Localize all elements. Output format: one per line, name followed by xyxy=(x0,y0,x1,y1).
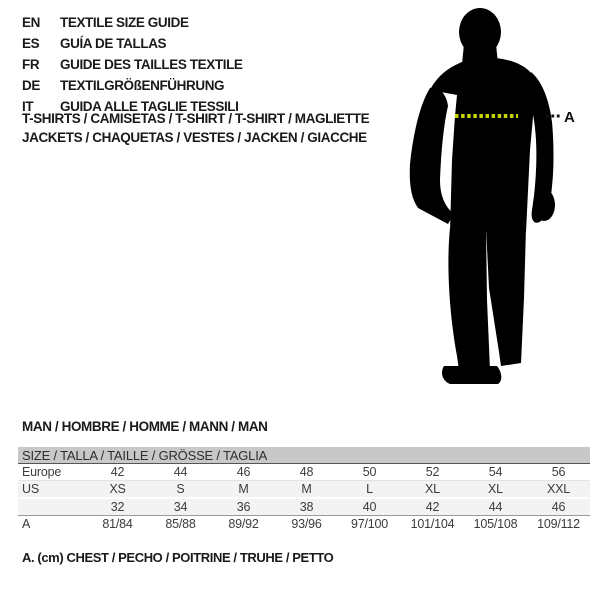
table-cell: 32 xyxy=(86,498,149,516)
table-header-cell: SIZE / TALLA / TAILLE / GRÖSSE / TAGLIA xyxy=(18,447,590,464)
language-row xyxy=(22,12,243,33)
table-cell: XXL xyxy=(527,481,590,499)
garment-categories xyxy=(22,109,369,147)
table-cell: M xyxy=(212,481,275,499)
table-cell: 105/108 xyxy=(464,516,527,533)
table-header-row xyxy=(18,447,590,464)
table-row-chest-a xyxy=(18,516,590,533)
table-cell: 89/92 xyxy=(212,516,275,533)
table-cell: 42 xyxy=(401,498,464,516)
table-cell: 36 xyxy=(212,498,275,516)
table-row-europe xyxy=(18,464,590,481)
table-cell: 56 xyxy=(527,464,590,481)
table-row-us xyxy=(18,481,590,499)
table-cell: 44 xyxy=(149,464,212,481)
language-code: IT xyxy=(22,99,34,114)
language-row xyxy=(22,33,243,54)
category-line-tshirts: T-SHIRTS / CAMISETAS / T-SHIRT / T-SHIRT / MAGLIETTE xyxy=(22,111,370,126)
measure-label-a: A xyxy=(564,109,575,126)
measurement-figure xyxy=(400,0,600,400)
table-cell: S xyxy=(149,481,212,499)
table-cell: M xyxy=(275,481,338,499)
language-code: EN xyxy=(22,15,40,30)
category-line-jackets: JACKETS / CHAQUETAS / VESTES / JACKEN / GIACCHE xyxy=(22,130,367,145)
man-silhouette xyxy=(410,8,555,384)
table-cell: 48 xyxy=(275,464,338,481)
table-cell: 44 xyxy=(464,498,527,516)
language-code: FR xyxy=(22,57,40,72)
table-cell: 40 xyxy=(338,498,401,516)
silhouette-right-leg xyxy=(486,228,526,366)
table-cell: XS xyxy=(86,481,149,499)
table-cell: 52 xyxy=(401,464,464,481)
language-title: TEXTILGRÖßENFÜHRUNG xyxy=(60,78,225,93)
silhouette-foot xyxy=(442,366,501,384)
table-cell: 50 xyxy=(338,464,401,481)
table-cell: 46 xyxy=(212,464,275,481)
table-cell: 101/104 xyxy=(401,516,464,533)
table-cell: L xyxy=(338,481,401,499)
language-title: GUÍA DE TALLAS xyxy=(60,36,167,51)
row-label: Europe xyxy=(18,464,86,481)
size-table xyxy=(18,447,590,532)
row-label: US xyxy=(18,481,86,499)
silhouette-hand xyxy=(533,189,555,221)
table-row-us-numeric xyxy=(18,498,590,516)
table-cell: 109/112 xyxy=(527,516,590,533)
language-code: DE xyxy=(22,78,40,93)
table-cell: 42 xyxy=(86,464,149,481)
table-cell: 85/88 xyxy=(149,516,212,533)
table-cell: 93/96 xyxy=(275,516,338,533)
language-title: GUIDA ALLE TAGLIE TESSILI xyxy=(60,99,239,114)
language-row xyxy=(22,54,243,75)
table-cell: 81/84 xyxy=(86,516,149,533)
silhouette-left-leg xyxy=(448,228,490,370)
row-label: A xyxy=(18,516,86,533)
measurement-footnote: A. (cm) CHEST / PECHO / POITRINE / TRUHE / PETTO xyxy=(22,550,334,565)
table-cell: 46 xyxy=(527,498,590,516)
row-label xyxy=(18,498,86,516)
table-cell: 54 xyxy=(464,464,527,481)
table-cell: 34 xyxy=(149,498,212,516)
table-cell: XL xyxy=(464,481,527,499)
language-row xyxy=(22,75,243,96)
table-cell: XL xyxy=(401,481,464,499)
table-cell: 38 xyxy=(275,498,338,516)
silhouette-left-arm xyxy=(410,87,454,224)
section-title-man: MAN / HOMBRE / HOMME / MANN / MAN xyxy=(22,419,268,434)
table-cell: 97/100 xyxy=(338,516,401,533)
language-title: TEXTILE SIZE GUIDE xyxy=(60,15,189,30)
language-title: GUIDE DES TAILLES TEXTILE xyxy=(60,57,243,72)
language-title-list xyxy=(22,12,243,117)
language-code: ES xyxy=(22,36,40,51)
